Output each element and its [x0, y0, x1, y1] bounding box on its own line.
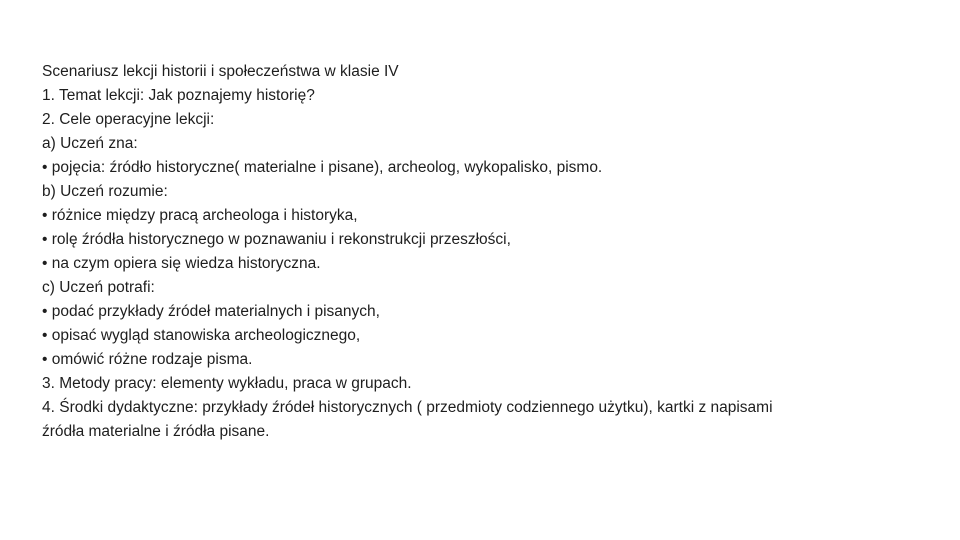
section-teaching-aids: 4. Środki dydaktyczne: przykłady źródeł historycznych ( przedmioty codziennego użytku), kartki z napisami	[42, 399, 773, 416]
bullet-item: • pojęcia: źródło historyczne( materialne i pisane), archeolog, wykopalisko, pismo.	[42, 159, 603, 176]
section-heading-goals: 2. Cele operacyjne lekcji:	[42, 111, 215, 128]
section-methods: 3. Metody pracy: elementy wykładu, praca w grupach.	[42, 375, 412, 392]
subsection-knows: a) Uczeń zna:	[42, 135, 138, 152]
bullet-item: • rolę źródła historycznego w poznawaniu i rekonstrukcji przeszłości,	[42, 231, 511, 248]
lesson-plan-text	[42, 60, 932, 444]
bullet-item: • różnice między pracą archeologa i historyka,	[42, 207, 358, 224]
subsection-understands: b) Uczeń rozumie:	[42, 183, 168, 200]
bullet-item: • omówić różne rodzaje pisma.	[42, 351, 253, 368]
bullet-item: • opisać wygląd stanowiska archeologicznego,	[42, 327, 361, 344]
bullet-item: • na czym opiera się wiedza historyczna.	[42, 255, 321, 272]
document-title: Scenariusz lekcji historii i społeczeństwa w klasie IV	[42, 63, 399, 80]
lesson-topic: 1. Temat lekcji: Jak poznajemy historię?	[42, 87, 315, 104]
subsection-can: c) Uczeń potrafi:	[42, 279, 155, 296]
section-teaching-aids-continued: źródła materialne i źródła pisane.	[42, 423, 270, 440]
bullet-item: • podać przykłady źródeł materialnych i pisanych,	[42, 303, 380, 320]
